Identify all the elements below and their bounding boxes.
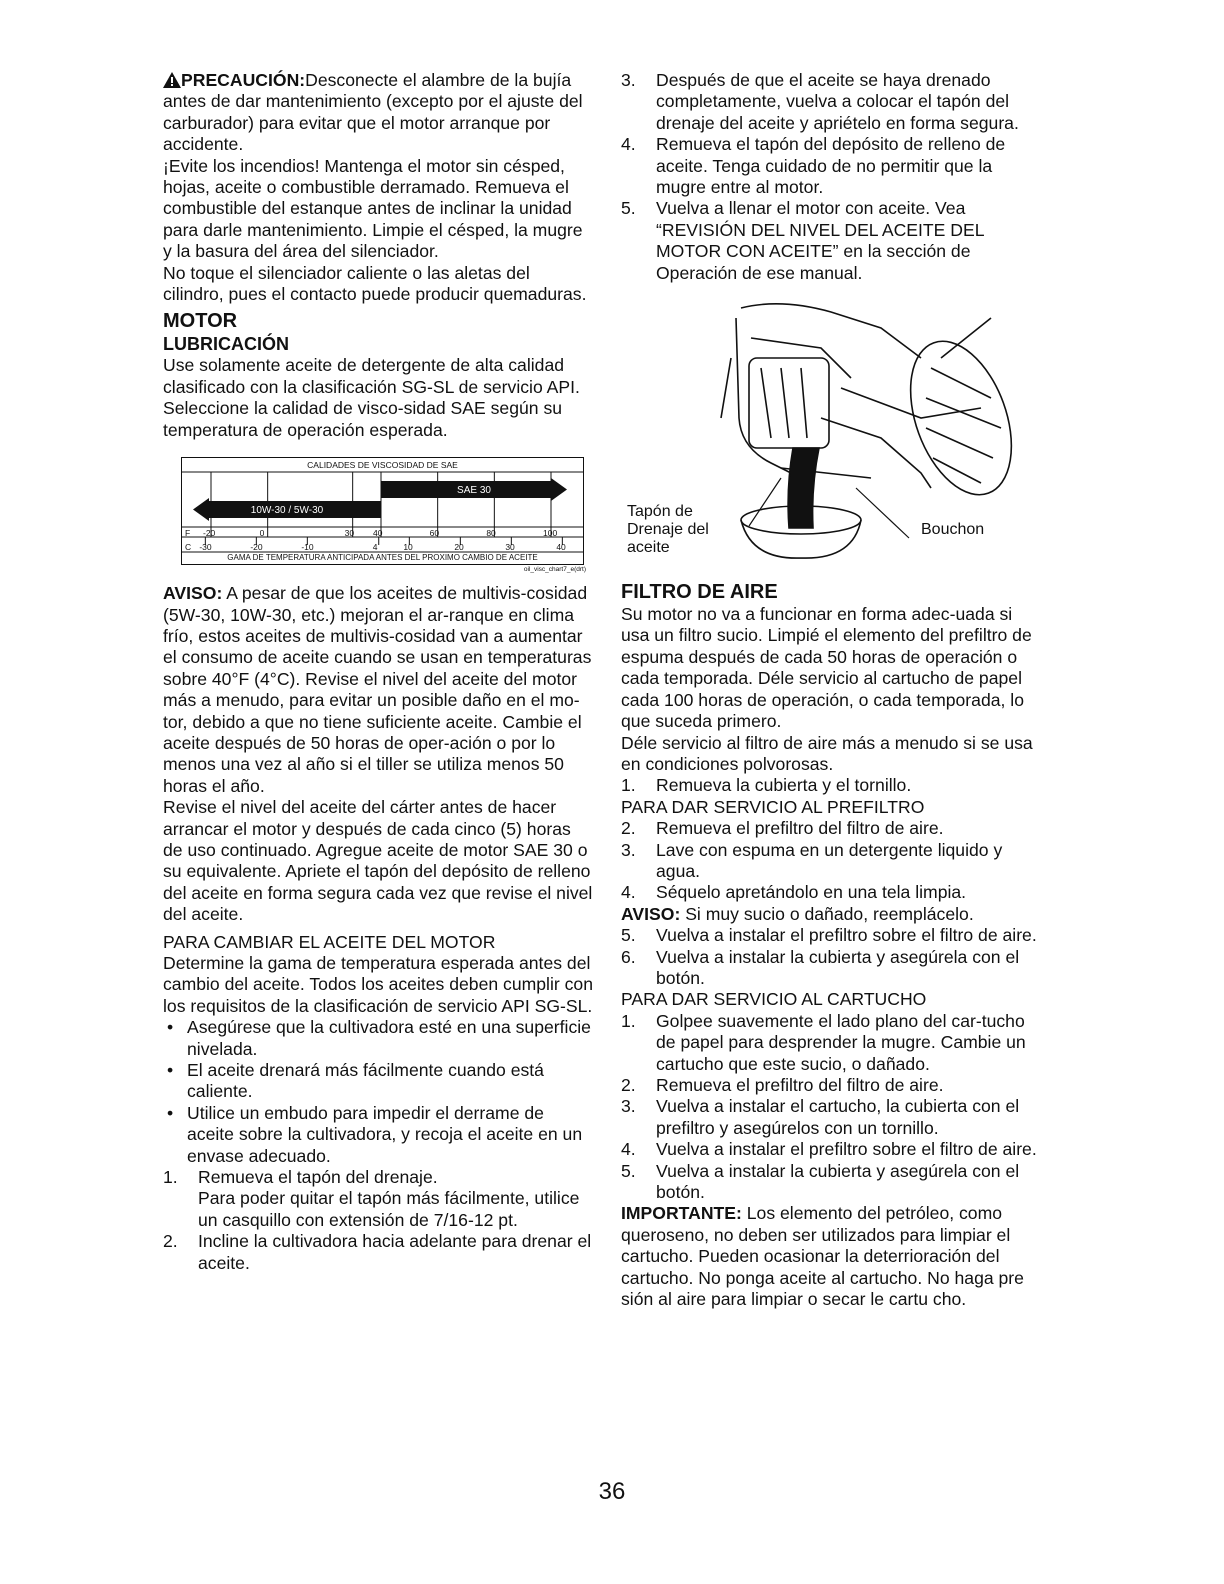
check-oil-text: Revise el nivel del aceite del cárter antes de hacer arrancar el motor y después de cada cinco (5) horas de uso continuado. Agregue aceite de motor SAE 30 o su equivalente. Apriete el tapón del depósito de relleno del aceite en forma segura cada vez que revise el nivel del aceite. [163, 797, 593, 925]
change-oil-text: Determine la gama de temperatura esperada antes del cambio del aceite. Todos los aceites deben cumplir con los requisitos de la clasificación de servicio API SG-SL. [163, 953, 593, 1016]
drain-plug-label-1: Tapón de [627, 503, 693, 521]
step-item: 5. Vuelva a instalar el prefiltro sobre el filtro de aire. [621, 925, 1037, 946]
muffler-warning-text: No toque el silenciador caliente o las aletas del cilindro, pues el contacto puede producir quemaduras. [163, 262, 587, 305]
important-paragraph [621, 1203, 1041, 1310]
step-item: 1. Remueva la cubierta y el tornillo. [621, 775, 912, 796]
step-item: 4. Remueva el tapón del depósito de relleno de aceite. Tenga cuidado de no permitir que la mugre entre al motor. [621, 134, 1006, 198]
f-tick-label: 0 [259, 528, 265, 539]
c-tick-label: 10 [403, 542, 413, 553]
step-item: 4. Séquelo apretándolo en una tela limpia. [621, 882, 967, 903]
bullet-item: • Asegúrese que la cultivadora esté en una superficie nivelada. [167, 1017, 591, 1059]
c-tick-label: -20 [250, 542, 263, 553]
aviso-label: AVISO: [621, 903, 681, 924]
step-item: 5. Vuelva a llenar el motor con aceite. Vea “REVISIÓN DEL NIVEL DEL ACEITE DEL MOTOR CON ACEITE” en la sección de Operación de ese manual. [621, 198, 984, 283]
left-column [163, 70, 593, 1274]
aviso-text: Si muy sucio o dañado, reemplácelo. [680, 903, 974, 924]
prefilter-heading: PARA DAR SERVICIO AL PREFILTRO [621, 796, 925, 817]
step-item: 4. Vuelva a instalar el prefiltro sobre el filtro de aire. [621, 1139, 1037, 1160]
important-text: Los elemento del petróleo, como queroseno, no deben ser utilizados para limpiar el cartucho. Pueden ocasionar la deterrioración del cartucho. No ponga aceite al cartucho. No haga pre sión al aire para limpiar o secar le cartu cho. [621, 1203, 1024, 1310]
aviso-label: AVISO: [163, 583, 223, 604]
filter-aviso-paragraph [621, 904, 1041, 925]
c-tick-label: -10 [301, 542, 314, 553]
caution-text: Desconecte el alambre de la bujía antes de dar mantenimiento (excepto por el ajuste del carburador) para evitar que el motor arranque por accidente. [163, 70, 583, 155]
drain-plug-label-2: Drenaje del [627, 521, 709, 539]
c-tick-label: 30 [505, 542, 515, 553]
step-item: 2. Incline la cultivadora hacia adelante para drenar el aceite. [163, 1231, 592, 1273]
oil-drain-illustration [621, 298, 1021, 574]
fahrenheit-label: F [185, 528, 191, 539]
c-tick-label: 4 [372, 542, 378, 553]
warning-icon [163, 72, 181, 88]
f-tick-label: 80 [486, 528, 496, 539]
chart-code: oil_visc_chart7_e(drt) [523, 566, 586, 574]
air-filter-text: Su motor no va a funcionar en forma adec-uada si usa un filtro sucio. Limpié el elemento del prefiltro de espuma después de cada 50 horas de operación o cada temporada. Déle servicio al cartucho de papel cada 100 horas de operación, o cada temporada, lo que suceda primero. [621, 604, 1032, 732]
dusty-conditions-text: Déle servicio al filtro de aire más a menudo si se usa en condiciones polvorosas. [621, 732, 1033, 774]
viscosity-chart [181, 457, 586, 575]
air-filter-heading: FILTRO DE AIRE [621, 581, 778, 604]
fire-warning-text: ¡Evite los incendios! Mantenga el motor sin césped, hojas, aceite o combustible derramado. Remueva el combustible del estanque antes de inclinar la unidad para darle mantenimiento. Limpie el césped, la mugre y la basura del área del silenciador. [163, 155, 583, 262]
lubrication-text: Use solamente aceite de detergente de alta calidad clasificado con la clasificación SG-SL de servicio API. Seleccione la calidad de visco-sidad SAE según su temperatura de operación esperada. [163, 355, 580, 440]
lubrication-heading: LUBRICACIÓN [163, 334, 289, 355]
right-column [621, 70, 1041, 1310]
page-number: 36 [598, 1478, 626, 1505]
chart-footer: GAMA DE TEMPERATURA ANTICIPADA ANTES DEL PROXIMO CAMBIO DE ACEITE [227, 553, 538, 563]
f-tick-label: 40 [373, 528, 383, 539]
viscosity-bar-label: 10W-30 / 5W-30 [250, 505, 324, 517]
step-item: 2. Remueva el prefiltro del filtro de aire. [621, 818, 944, 839]
cartridge-heading: PARA DAR SERVICIO AL CARTUCHO [621, 989, 927, 1010]
step-item: 3. Vuelva a instalar el cartucho, la cubierta con el prefiltro y asegúrelos con un tornillo. [621, 1096, 1020, 1138]
caution-label: PRECAUCIÓN: [181, 70, 306, 90]
step-item: 2. Remueva el prefiltro del filtro de aire. [621, 1075, 944, 1095]
step-item: 3. Después de que el aceite se haya drenado completamente, vuelva a colocar el tapón del drenaje del aceite y apriételo en forma segura. [621, 70, 1019, 133]
bouchon-label: Bouchon [921, 521, 985, 539]
c-tick-label: -30 [199, 542, 212, 553]
c-tick-label: 20 [454, 542, 464, 553]
important-label: IMPORTANTE: [621, 1203, 742, 1224]
step-item: 5. Vuelva a instalar la cubierta y asegúrela con el botón. [621, 1160, 1020, 1203]
change-oil-heading: PARA CAMBIAR EL ACEITE DEL MOTOR [163, 931, 496, 952]
step-item: 1. Golpee suavemente el lado plano del car-tucho de papel para desprender la mugre. Cambie un cartucho que este sucio, o dañado. [621, 1010, 1026, 1074]
step-item: 3. Lave con espuma en un detergente liquido y agua. [621, 839, 1003, 881]
viscosity-bar-label: SAE 30 [457, 485, 491, 497]
f-tick-label: -20 [203, 528, 216, 539]
bullet-item: • Utilice un embudo para impedir el derrame de aceite sobre la cultivadora, y recoja el aceite en un envase adecuado. [167, 1102, 583, 1166]
f-tick-label: 100 [543, 528, 558, 539]
aviso-text: A pesar de que los aceites de multivis-cosidad (5W-30, 10W-30, etc.) mejoran el ar-ranque en clima frío, estos aceites de multivis-cosidad van a aumentar el consumo de aceite cuando se usan en temperaturas sobre 40°F (4°C). Revise el nivel del aceite del motor más a menudo, para evitar un posible daño en el mo-tor, debido a que no tiene suficiente aceite. Cambie el aceite después de 50 horas de oper-ación o por lo menos una vez al año si el tiller se utiliza menos 50 horas el año. [163, 583, 592, 796]
step-item: 6. Vuelva a instalar la cubierta y asegúrela con el botón. [621, 946, 1020, 988]
f-tick-label: 60 [429, 528, 440, 539]
aviso-paragraph [163, 583, 593, 797]
step-note: Para poder quitar el tapón más fácilmente, utilice un casquillo con extensión de 7/16-12 pt. [198, 1188, 580, 1230]
caution-paragraph [163, 70, 593, 156]
bullet-item: • El aceite drenará más fácilmente cuando está caliente. [167, 1060, 544, 1102]
f-tick-label: 30 [344, 528, 355, 539]
celsius-label: C [185, 542, 192, 553]
drain-plug-label-3: aceite [627, 539, 670, 557]
motor-heading: MOTOR [163, 310, 238, 333]
step-item: 1. Remueva el tapón del drenaje. Para poder quitar el tapón más fácilmente, utilice un casquillo con extensión de 7/16-12 pt. [163, 1167, 580, 1230]
chart-title: CALIDADES DE VISCOSIDAD DE SAE [307, 460, 458, 471]
c-tick-label: 40 [556, 542, 566, 553]
